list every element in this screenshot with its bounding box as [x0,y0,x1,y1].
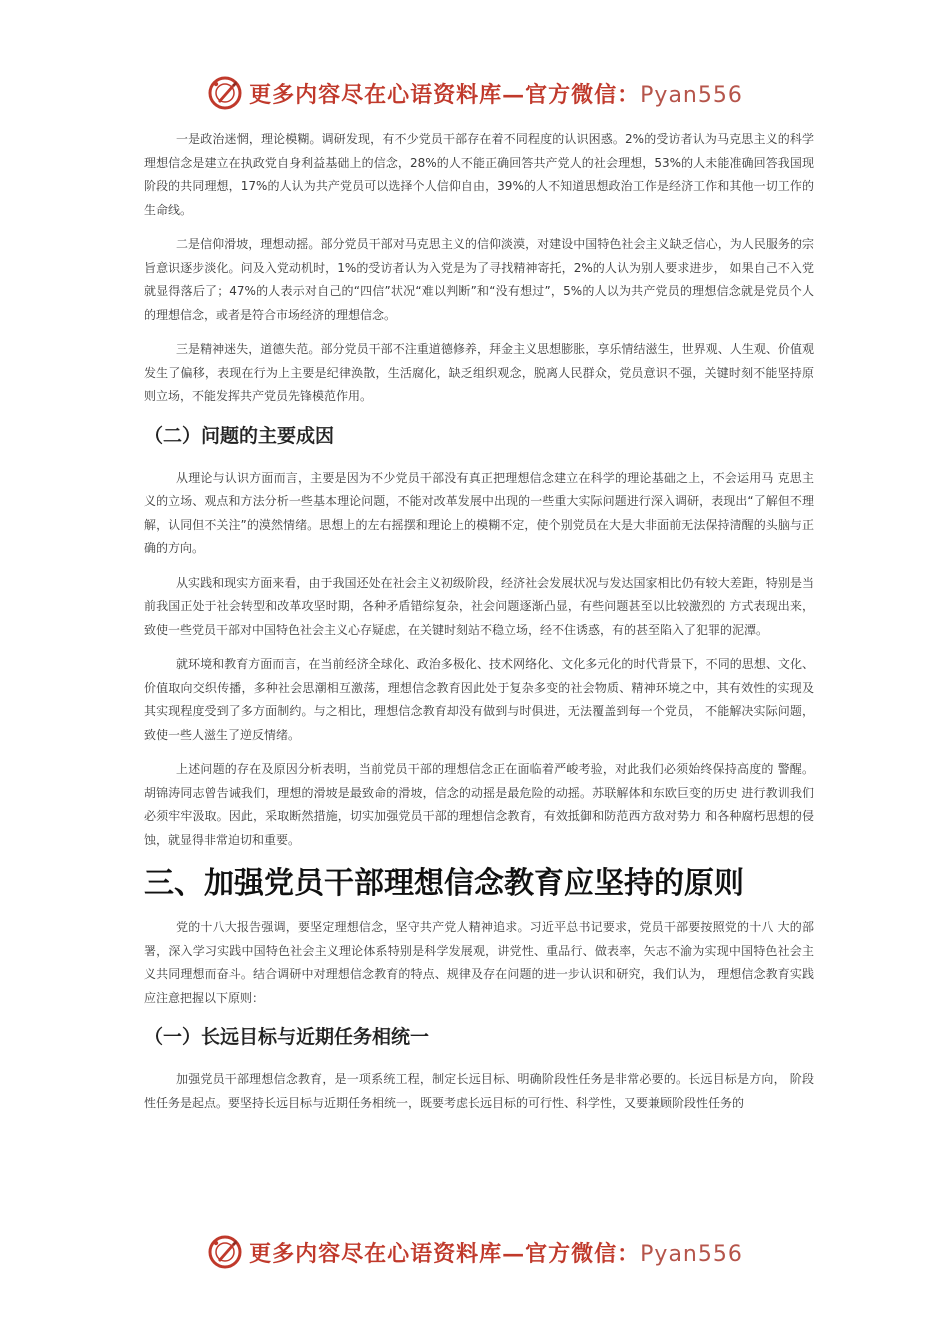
paragraph: 党的十八大报告强调，要坚定理想信念，坚守共产党人精神追求。习近平总书记要求，党员干部要按照党的十八 大的部署，深入学习实践中国特色社会主义理论体系特别是科学发展观，讲党性、重品行、做表率，矢志不渝为实现中国特色社会主义共同理想而奋斗。结合调研中对理想信念教育的特点、规律及存在问题的进一步认识和研究，我们认为， 理想信念教育实践应注意把握以下原则： [144,920,814,1005]
paragraph: 一是政治迷惘，理论模糊。调研发现，有不少党员干部存在着不同程度的认识困惑。2%的受访者认为马克思主义的科学理想信念是建立在执政党自身利益基础上的信念，28%的人不能正确回答共产党人的社会理想，53%的人未能准确回答我国现阶段的共同理想，17%的人认为共产党员可以选择个人信仰自由，39%的人不知道思想政治工作是经济工作和其他一切工作的生命线。 [144,132,814,217]
chapter-heading: 三、加强党员干部理想信念教育应坚持的原则 [144,866,744,901]
paragraph: 三是精神迷失，道德失范。部分党员干部不注重道德修养，拜金主义思想膨胀，享乐情结滋生，世界观、人生观、价值观发生了偏移，表现在行为上主要是纪律涣散，生活腐化，缺乏组织观念，脱离人民群众，党员意识不强，关键时刻不能坚持原则立场，不能发挥共产党员先锋模范作用。 [144,342,814,403]
banner-account: Pyan556 [640,1241,743,1267]
section-heading: （二）问题的主要成因 [144,424,335,447]
banner-text [249,78,743,109]
section-heading: （一）长远目标与近期任务相统一 [144,1026,430,1048]
banner-title: 更多内容尽在心语资料库—官方微信： [249,81,641,108]
paragraph: 二是信仰滑坡，理想动摇。部分党员干部对马克思主义的信仰淡漠，对建设中国特色社会主义缺乏信心，为人民服务的宗旨意识逐步淡化。问及入党动机时，1%的受访者认为入党是为了寻找精神寄托，2%的人认为别人要求进步， 如果自己不入党就显得落后了；47%的人表示对自己的“四信”状况“难以判断”和“没有想过”，5%的人以为共产党员的理想信念就是党员个人的理想信念，或者是符合市场经济的理想信念。 [144,237,814,322]
document-body [144,128,814,1126]
paragraph: 从理论与认识方面而言，主要是因为不少党员干部没有真正把理想信念建立在科学的理论基础之上，不会运用马 克思主义的立场、观点和方法分析一些基本理论问题，不能对改革发展中出现的一些重大实际问题进行深入调研，表现出“了解但不理解，认同但不关注”的漠然情绪。思想上的左右摇摆和理论上的模糊不定，使个别党员在大是大非面前无法保持清醒的头脑与正确的方向。 [144,470,814,555]
banner-title: 更多内容尽在心语资料库—官方微信： [249,1240,641,1267]
banner-text [249,1237,743,1268]
paragraph: 上述问题的存在及原因分析表明，当前党员干部的理想信念正在面临着严峻考验，对此我们必须始终保持高度的 警醒。胡锦涛同志曾告诫我们，理想的滑坡是最致命的滑坡，信念的动摇是最危险的动摇。苏联解体和东欧巨变的历史 进行教训我们必须牢牢汲取。因此，采取断然措施，切实加强党员干部的理想信念教育，有效抵御和防范西方敌对势力 和各种腐朽思想的侵蚀，就显得非常迫切和重要。 [144,762,814,847]
paragraph: 从实践和现实方面来看，由于我国还处在社会主义初级阶段，经济社会发展状况与发达国家相比仍有较大差距，特别是当前我国正处于社会转型和改革攻坚时期，各种矛盾错综复杂，社会问题逐渐凸显，有些问题甚至以比较激烈的 方式表现出来，致使一些党员干部对中国特色社会主义心存疑虑，在关键时刻站不稳立场，经不住诱惑，有的甚至陷入了犯罪的泥潭。 [144,575,814,637]
banner-account: Pyan556 [640,82,743,108]
footer-banner [0,1232,950,1272]
brand-logo-icon [207,1234,243,1270]
paragraph: 就环境和教育方面而言，在当前经济全球化、政治多极化、技术网络化、文化多元化的时代背景下，不同的思想、文化、价值取向交织传播，多种社会思潮相互激荡，理想信念教育因此处于复杂多变的社会物质、精神环境之中，其有效性的实现及其实现程度受到了多方面制约。与之相比，理想信念教育却没有做到与时俱进，无法覆盖到每一个党员， 不能解决实际问题，致使一些人滋生了逆反情绪。 [144,657,814,742]
brand-logo-icon [207,75,243,111]
paragraph: 加强党员干部理想信念教育，是一项系统工程，制定长远目标、明确阶段性任务是非常必要的。长远目标是方向， 阶段性任务是起点。要坚持长远目标与近期任务相统一，既要考虑长远目标的可行性、科学性，又要兼顾阶段性任务的 [144,1072,814,1110]
header-banner [0,73,950,113]
